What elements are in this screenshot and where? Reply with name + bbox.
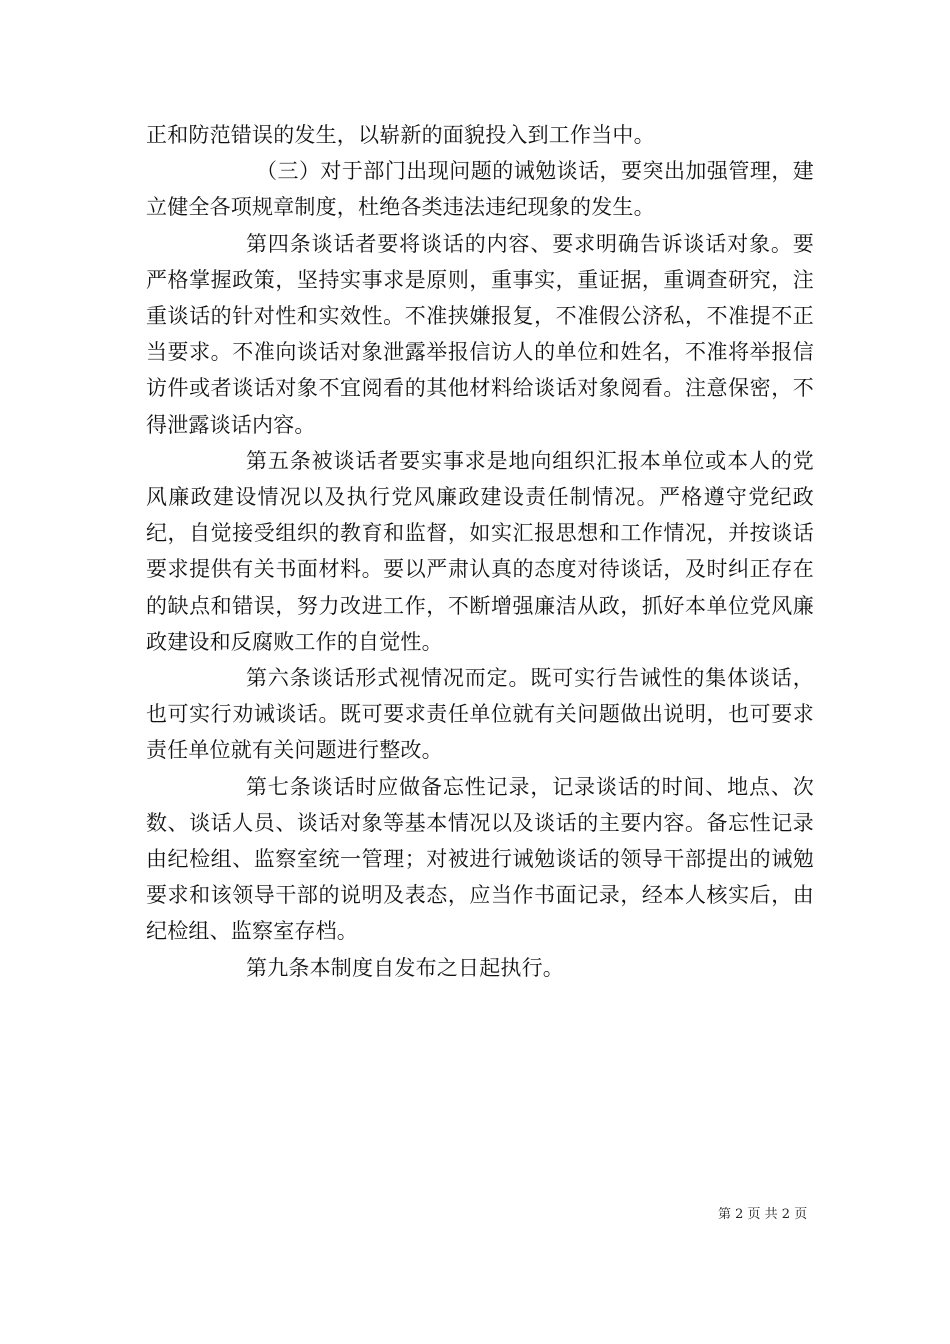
- paragraph-article-seven: 第七条谈话时应做备忘性记录，记录谈话的时间、地点、次数、谈话人员、谈话对象等基本情况以及谈话的主要内容。备忘性记录由纪检组、监察室统一管理；对被进行诫勉谈话的领导干部提出的诫勉要求和该领导干部的说明及表态，应当作书面记录，经本人核实后，由纪检组、监察室存档。: [146, 774, 814, 944]
- body-text: [146, 117, 814, 986]
- paragraph-item-three: （三）对于部门出现问题的诫勉谈话，要突出加强管理，建立健全各项规章制度，杜绝各类违法违纪现象的发生。: [146, 159, 814, 220]
- paragraph-continuation: 正和防范错误的发生，以崭新的面貌投入到工作当中。: [146, 123, 655, 147]
- page-number: 第 2 页 共 2 页: [718, 1207, 808, 1222]
- paragraph-article-five: 第五条被谈话者要实事求是地向组织汇报本单位或本人的党风廉政建设情况以及执行党风廉政建设责任制情况。严格遵守党纪政纪，自觉接受组织的教育和监督，如实汇报思想和工作情况，并按谈话要求提供有关书面材料。要以严肃认真的态度对待谈话，及时纠正存在的缺点和错误，努力改进工作，不断增强廉洁从政，抓好本单位党风廉政建设和反腐败工作的自觉性。: [146, 448, 814, 654]
- paragraph-article-nine: 第九条本制度自发布之日起执行。: [246, 955, 564, 980]
- paragraph-article-six: 第六条谈话形式视情况而定。既可实行告诫性的集体谈话，也可实行劝诫谈话。既可要求责任单位就有关问题做出说明，也可要求责任单位就有关问题进行整改。: [146, 666, 814, 763]
- paragraph-article-four: 第四条谈话者要将谈话的内容、要求明确告诉谈话对象。要严格掌握政策，坚持实事求是原则，重事实，重证据，重调查研究，注重谈话的针对性和实效性。不准挟嫌报复，不准假公济私，不准提不正当要求。不准向谈话对象泄露举报信访人的单位和姓名，不准将举报信访件或者谈话对象不宜阅看的其他材料给谈话对象阅看。注意保密，不得泄露谈话内容。: [146, 231, 814, 437]
